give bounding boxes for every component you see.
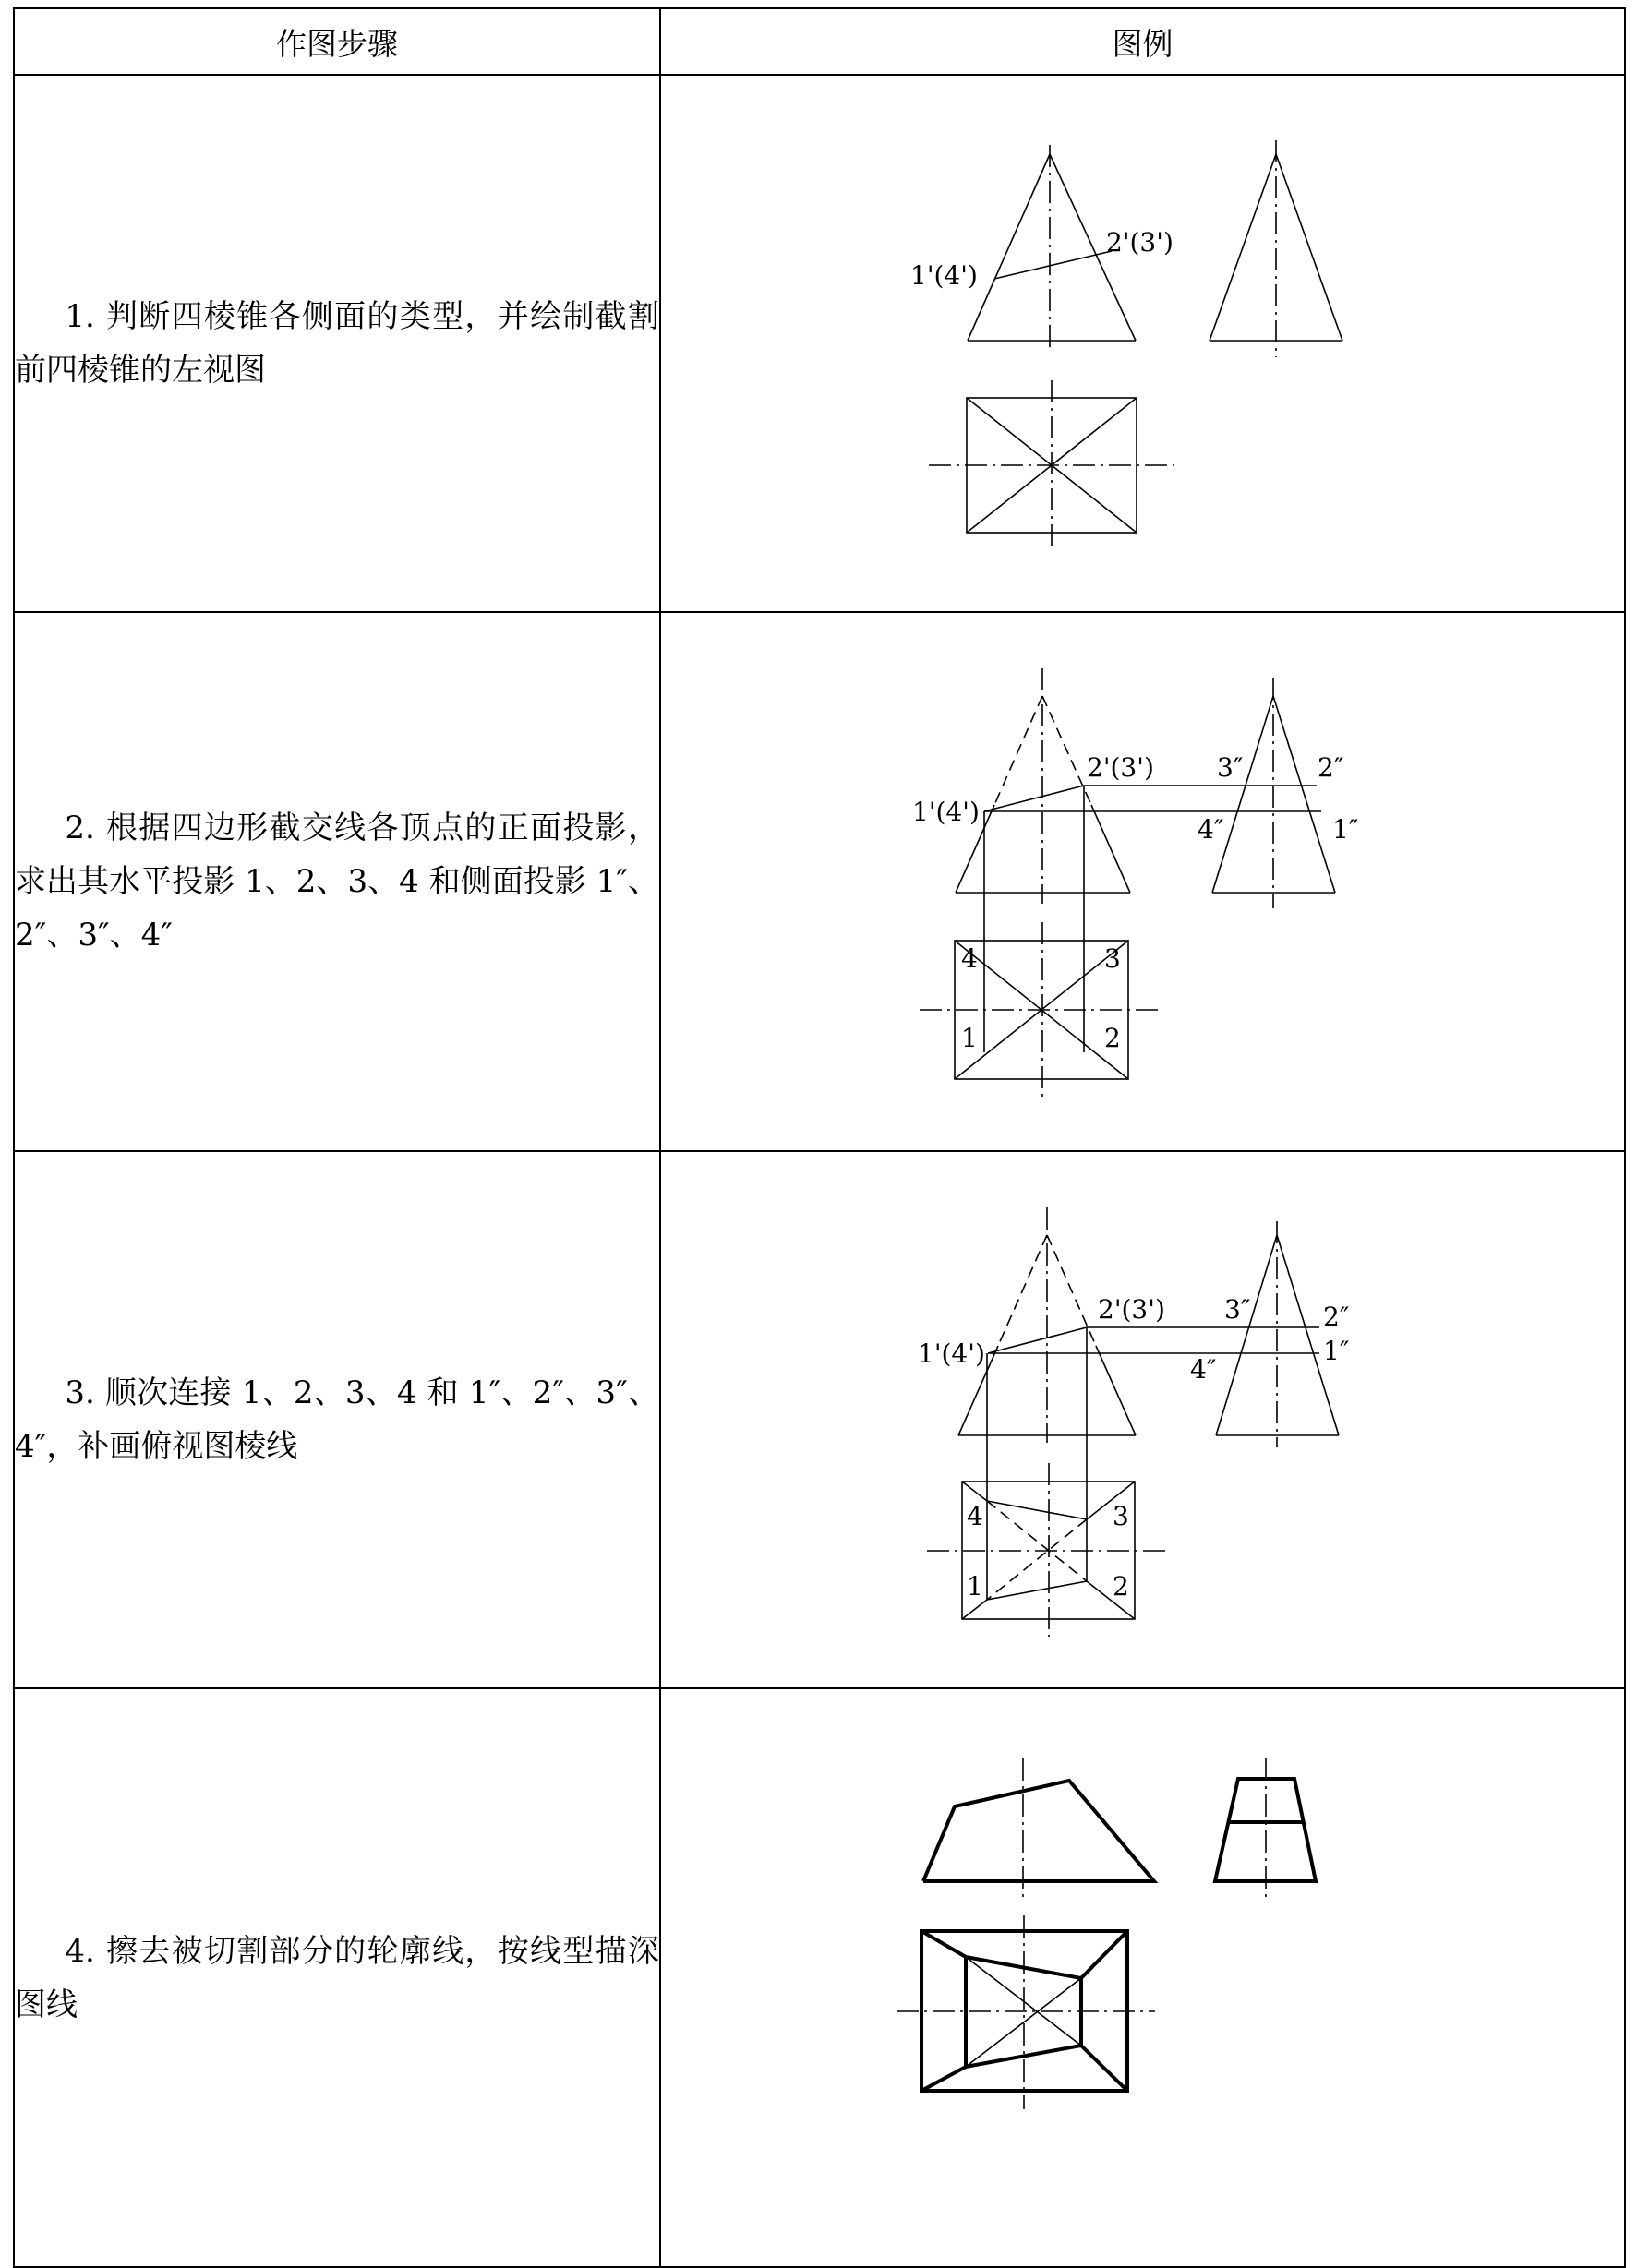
label-3-top: 3 bbox=[1113, 1501, 1129, 1531]
label-3-side: 3″ bbox=[1224, 1294, 1251, 1325]
step-1-drawing bbox=[661, 76, 1626, 611]
label-1-side: 1″ bbox=[1323, 1336, 1350, 1366]
label-2-side: 2″ bbox=[1318, 752, 1344, 783]
header-steps: 作图步骤 bbox=[14, 8, 660, 75]
label-2-top: 2 bbox=[1104, 1023, 1121, 1053]
label-1-4-front: 1'(4') bbox=[910, 260, 978, 291]
label-3-side: 3″ bbox=[1217, 752, 1244, 783]
step-3-drawing bbox=[661, 1152, 1626, 1687]
label-3-top: 3 bbox=[1104, 943, 1121, 974]
step-3-figure bbox=[660, 1151, 1625, 1688]
label-1-top: 1 bbox=[967, 1571, 983, 1602]
label-1-4-front: 1'(4') bbox=[912, 797, 980, 827]
label-2-3-front: 2'(3') bbox=[1098, 1294, 1165, 1325]
label-4-side: 4″ bbox=[1190, 1354, 1217, 1385]
label-4-side: 4″ bbox=[1198, 814, 1224, 845]
step-4-figure bbox=[660, 1688, 1625, 2267]
label-1-4-front: 1'(4') bbox=[918, 1338, 985, 1369]
label-2-top: 2 bbox=[1113, 1571, 1129, 1602]
header-figure: 图例 bbox=[660, 8, 1625, 75]
step-2-text: 2. 根据四边形截交线各顶点的正面投影，求出其水平投影 1、2、3、4 和侧面投影 1″、2″、3″、4″ bbox=[14, 612, 660, 1151]
step-2-drawing bbox=[661, 613, 1626, 1150]
label-2-3-front: 2'(3') bbox=[1106, 227, 1174, 258]
label-1-side: 1″ bbox=[1332, 814, 1359, 845]
construction-steps-table bbox=[13, 7, 1626, 2268]
step-1-text: 1. 判断四棱锥各侧面的类型，并绘制截割前四棱锥的左视图 bbox=[14, 75, 660, 612]
label-4-top: 4 bbox=[967, 1501, 983, 1531]
step-1-figure bbox=[660, 75, 1625, 612]
label-1-top: 1 bbox=[961, 1023, 978, 1053]
label-2-3-front: 2'(3') bbox=[1087, 752, 1154, 783]
step-3-text: 3. 顺次连接 1、2、3、4 和 1″、2″、3″、4″，补画俯视图棱线 bbox=[14, 1151, 660, 1688]
step-2-figure bbox=[660, 612, 1625, 1151]
step-4-drawing bbox=[661, 1689, 1626, 2266]
step-4-text: 4. 擦去被切割部分的轮廓线，按线型描深图线 bbox=[14, 1688, 660, 2267]
label-2-side: 2″ bbox=[1323, 1302, 1350, 1332]
label-4-top: 4 bbox=[961, 943, 978, 974]
